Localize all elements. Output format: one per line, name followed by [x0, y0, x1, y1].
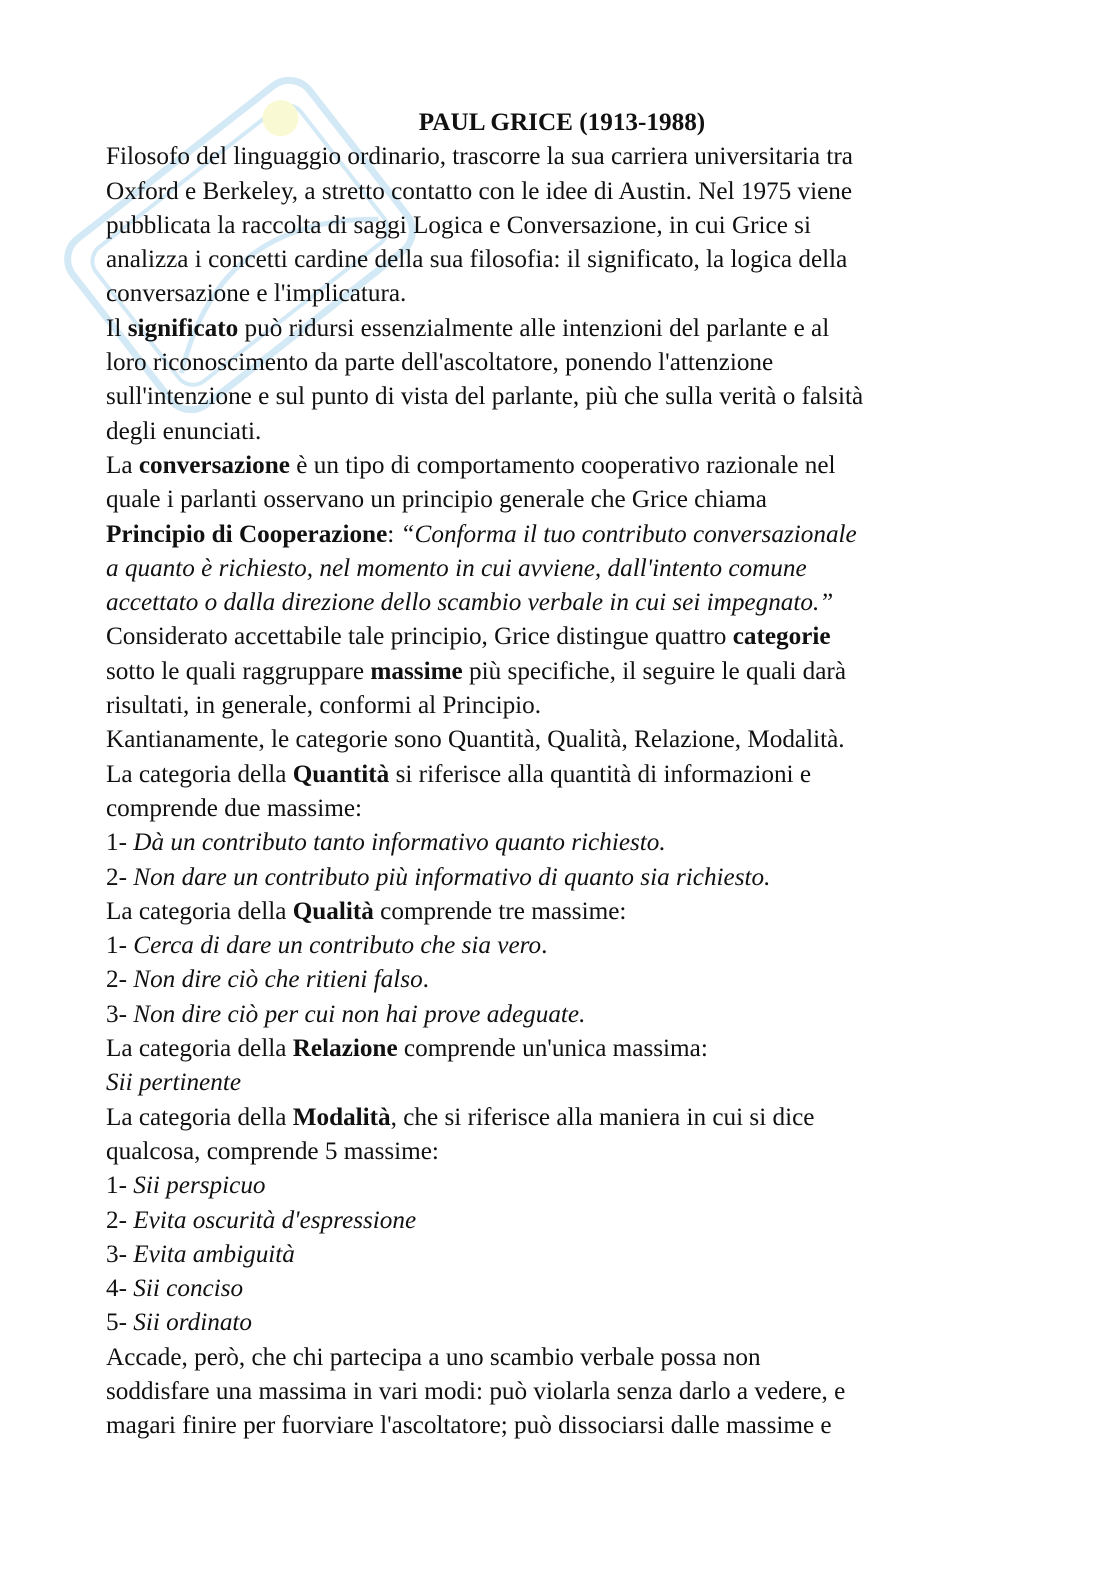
- document-title: PAUL GRICE (1913-1988): [418, 109, 706, 136]
- text-line: [106, 312, 1018, 346]
- text-line: [106, 1409, 1018, 1443]
- text-line: [106, 175, 1018, 209]
- text-run: magari finire per fuorviare l'ascoltatore; può dissociarsi dalle massime e: [106, 1412, 832, 1440]
- text-run: qualcosa, comprende 5 massime:: [106, 1137, 439, 1165]
- text-run: si riferisce alla quantità di informazioni e: [389, 760, 812, 788]
- text-run: , che si riferisce alla maniera in cui si dice: [390, 1103, 815, 1131]
- text-run: quale i parlanti osservano un principio generale che Grice chiama: [106, 486, 767, 514]
- text-line: [106, 1066, 1018, 1100]
- text-run: comprende due massime:: [106, 794, 362, 822]
- text-run: risultati, in generale, conformi al Principio.: [106, 692, 542, 720]
- text-line: [106, 518, 1018, 552]
- text-run: loro riconoscimento da parte dell'ascoltatore, ponendo l'attenzione: [106, 349, 774, 377]
- text-run: analizza i concetti cardine della sua filosofia: il significato, la logica della: [106, 246, 848, 274]
- text-line: [106, 963, 1018, 997]
- text-line: [106, 1204, 1018, 1238]
- text-run: sull'intenzione e sul punto di vista del parlante, più che sulla verità o falsità: [106, 383, 864, 411]
- text-line: [106, 1169, 1018, 1203]
- text-run: è un tipo di comportamento cooperativo razionale nel: [289, 451, 836, 479]
- italic-text: Non dire ciò che ritieni falso: [133, 966, 423, 994]
- text-line: [106, 586, 1018, 620]
- bold-term: massime: [370, 657, 463, 685]
- text-line: [106, 861, 1018, 895]
- text-line: [106, 346, 1018, 380]
- bold-term: Modalità: [292, 1103, 391, 1131]
- text-line: [106, 415, 1018, 449]
- text-line: [106, 1032, 1018, 1066]
- italic-text: Sii perspicuo: [133, 1172, 266, 1200]
- text-line: [106, 723, 1018, 757]
- text-line: [106, 1375, 1018, 1409]
- italic-text: accettato o dalla direzione dello scambio verbale in cui sei impegnato.”: [106, 589, 834, 617]
- bold-term: Qualità: [292, 897, 374, 925]
- text-run: 3-: [106, 1240, 134, 1268]
- text-run: 2-: [106, 863, 134, 891]
- text-line: [106, 552, 1018, 586]
- italic-text: Evita ambiguità: [133, 1240, 295, 1268]
- bold-term: categorie: [732, 623, 831, 651]
- document-page: [106, 106, 1018, 1444]
- text-run: Filosofo del linguaggio ordinario, trascorre la sua carriera universitaria tra: [106, 143, 853, 171]
- text-line: [106, 1272, 1018, 1306]
- italic-text: a quanto è richiesto, nel momento in cui avviene, dall'intento comune: [106, 554, 807, 582]
- text-line: [106, 1135, 1018, 1169]
- text-line: [106, 209, 1018, 243]
- italic-text: Evita oscurità d'espressione: [133, 1206, 417, 1234]
- text-run: può ridursi essenzialmente alle intenzioni del parlante e al: [238, 314, 830, 342]
- text-run: comprende un'unica massima:: [397, 1035, 708, 1063]
- text-run: 3-: [106, 1000, 134, 1028]
- text-run: La categoria della: [106, 897, 293, 925]
- text-run: 2-: [106, 966, 134, 994]
- text-line: [106, 1101, 1018, 1135]
- text-line: [106, 140, 1018, 174]
- text-run: .: [422, 966, 429, 994]
- text-run: 5-: [106, 1309, 134, 1337]
- text-line: [106, 620, 1018, 654]
- text-run: comprende tre massime:: [373, 897, 627, 925]
- document-body: [106, 140, 1018, 1443]
- text-line: [106, 1306, 1018, 1340]
- text-run: 4-: [106, 1275, 134, 1303]
- text-run: La categoria della: [106, 1103, 293, 1131]
- text-run: :: [387, 520, 401, 548]
- text-line: [106, 449, 1018, 483]
- text-run: 1-: [106, 1172, 134, 1200]
- text-run: 2-: [106, 1206, 134, 1234]
- bold-term: Quantità: [292, 760, 390, 788]
- text-run: sotto le quali raggruppare: [106, 657, 371, 685]
- italic-text: Sii conciso: [133, 1275, 244, 1303]
- text-run: Accade, però, che chi partecipa a uno scambio verbale possa non: [106, 1343, 761, 1371]
- bold-term: conversazione: [138, 451, 290, 479]
- text-run: La categoria della: [106, 1035, 293, 1063]
- text-line: [106, 758, 1018, 792]
- text-run: 1-: [106, 932, 134, 960]
- italic-text: Cerca di dare un contributo che sia vero: [133, 932, 542, 960]
- bold-term: Principio di Cooperazione: [106, 520, 388, 548]
- text-run: soddisfare una massima in vari modi: può violarla senza darlo a vedere, e: [106, 1377, 846, 1405]
- bold-term: significato: [127, 314, 239, 342]
- text-line: [106, 1238, 1018, 1272]
- text-line: [106, 792, 1018, 826]
- text-line: [106, 998, 1018, 1032]
- italic-text: Dà un contributo tanto informativo quanto richiesto.: [133, 829, 666, 857]
- text-run: La categoria della: [106, 760, 293, 788]
- text-run: Il: [106, 314, 128, 342]
- italic-text: Non dare un contributo più informativo di quanto sia richiesto.: [133, 863, 771, 891]
- text-line: [106, 826, 1018, 860]
- text-line: [106, 1341, 1018, 1375]
- italic-text: Sii ordinato: [133, 1309, 252, 1337]
- text-run: Kantianamente, le categorie sono Quantità, Qualità, Relazione, Modalità.: [106, 726, 845, 754]
- italic-text: “Conforma il tuo contributo conversazionale: [400, 520, 857, 548]
- text-run: pubblicata la raccolta di saggi Logica e Conversazione, in cui Grice si: [106, 211, 811, 239]
- italic-text: Sii pertinente: [106, 1069, 242, 1097]
- text-run: degli enunciati.: [106, 417, 262, 445]
- text-line: [106, 380, 1018, 414]
- bold-term: Relazione: [292, 1035, 398, 1063]
- text-line: [106, 655, 1018, 689]
- text-run: più specifiche, il seguire le quali darà: [462, 657, 846, 685]
- text-line: [106, 483, 1018, 517]
- text-line: [106, 689, 1018, 723]
- text-run: Considerato accettabile tale principio, Grice distingue quattro: [106, 623, 733, 651]
- text-line: [106, 243, 1018, 277]
- text-run: La: [106, 451, 139, 479]
- text-run: 1-: [106, 829, 134, 857]
- text-run: conversazione e l'implicatura.: [106, 280, 407, 308]
- text-line: [106, 277, 1018, 311]
- text-run: .: [541, 932, 548, 960]
- text-run: Oxford e Berkeley, a stretto contatto con le idee di Austin. Nel 1975 viene: [106, 177, 853, 205]
- italic-text: Non dire ciò per cui non hai prove adeguate.: [133, 1000, 586, 1028]
- text-line: [106, 929, 1018, 963]
- text-line: [106, 895, 1018, 929]
